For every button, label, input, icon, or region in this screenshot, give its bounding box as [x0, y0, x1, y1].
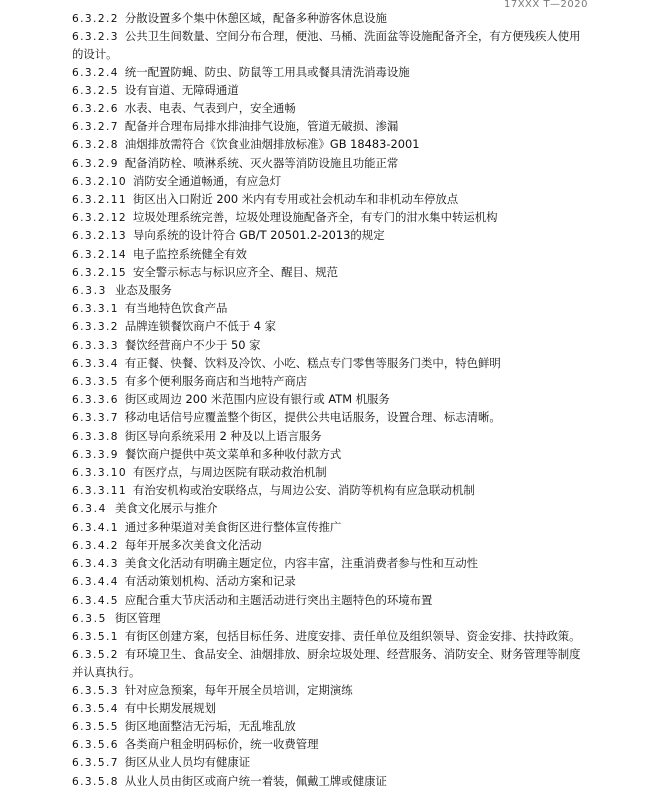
clause-text: 有当地特色饮食产品: [124, 301, 228, 316]
clause-item: [72, 391, 602, 409]
clause-number: 6.3.3.3: [72, 339, 119, 352]
clause-item: [72, 773, 602, 791]
clause-text: 针对应急预案，每年开展全员培训，定期演练: [124, 682, 353, 697]
clause-text: 有多个便利服务商店和当地特产商店: [124, 374, 308, 389]
section-heading: [72, 282, 602, 300]
clause-continuation: 并认真执行。: [72, 665, 141, 680]
clause-number: 6.3.3.9: [72, 448, 119, 461]
clause-text: 垃圾处理系统完善，垃圾处理设施配备齐全，有专门的泔水集中转运机构: [133, 210, 498, 225]
clause-item: [72, 482, 602, 500]
document-body: [72, 10, 602, 791]
clause-item: [72, 446, 602, 464]
clause-item: [72, 519, 602, 537]
clause-number: 6.3.5.6: [72, 739, 119, 752]
clause-item: [72, 155, 602, 173]
clause-text: 有街区创建方案，包括目标任务、进度安排、责任单位及组织领导、资金安排、扶持政策。: [124, 628, 581, 643]
clause-text: 油烟排放需符合《饮食业油烟排放标准》GB 18483-2001: [124, 137, 420, 152]
clause-text: 分散设置多个集中休憩区域，配备多种游客休息设施: [124, 11, 387, 25]
clause-number: 6.3.5.4: [72, 702, 119, 715]
clause-text: 消防安全通道畅通，有应急灯: [133, 173, 282, 188]
clause-text: 有活动策划机构、活动方案和记录: [124, 574, 296, 589]
clause-item: [72, 82, 602, 100]
section-heading: [72, 610, 602, 628]
clause-number: 6.3.4: [72, 503, 107, 516]
clause-item: [72, 118, 602, 136]
clause-item: [72, 464, 602, 482]
clause-item: [72, 10, 602, 28]
clause-item: [72, 136, 602, 154]
clause-number: 6.3.2.10: [72, 175, 128, 188]
clause-number: 6.3.2.2: [72, 13, 119, 25]
clause-text: 街区出入口附近 200 米内有专用或社会机动车和非机动车停放点: [133, 192, 459, 207]
clause-text: 美食文化展示与推介: [114, 501, 218, 516]
clause-text: 导向系统的设计符合 GB/T 20501.2-2013的规定: [133, 228, 385, 243]
clause-item: [72, 628, 602, 646]
clause-number: 6.3.5.5: [72, 720, 119, 733]
clause-item: [72, 646, 602, 664]
clause-number: 6.3.4.3: [72, 558, 119, 571]
clause-number: 6.3.4.4: [72, 576, 119, 589]
clause-number: 6.3.2.6: [72, 103, 119, 116]
section-heading: [72, 500, 602, 518]
clause-text: 有治安机构或治安联络点，与周边公安、消防等机构有应急联动机制: [133, 483, 475, 498]
clause-text: 设有盲道、无障碍通道: [124, 82, 239, 97]
page-header: 17XXX T—2020: [503, 0, 588, 10]
clause-text: 有医疗点，与周边医院有联动救治机制: [133, 465, 327, 480]
clause-item: [72, 28, 602, 46]
clause-text: 移动电话信号应覆盖整个街区，提供公共电话服务，设置合理、标志清晰。: [124, 410, 501, 425]
clause-item: [72, 227, 602, 245]
clause-text: 美食文化活动有明确主题定位，内容丰富，注重消费者参与性和互动性: [124, 556, 478, 571]
clause-item: [72, 537, 602, 555]
clause-number: 6.3.4.5: [72, 594, 119, 607]
clause-item: [72, 700, 602, 718]
clause-item: [72, 264, 602, 282]
clause-number: 6.3.3.2: [72, 321, 119, 334]
clause-item: [72, 209, 602, 227]
clause-item: [72, 173, 602, 191]
clause-number: 6.3.2.14: [72, 248, 128, 261]
clause-number: 6.3.2.3: [72, 31, 119, 44]
clause-item: [72, 736, 602, 754]
clause-text: 街区导向系统采用 2 种及以上语言服务: [124, 428, 322, 443]
clause-number: 6.3.2.12: [72, 212, 128, 225]
clause-item: [72, 428, 602, 446]
clause-item: [72, 355, 602, 373]
clause-text: 街区地面整洁无污垢，无乱堆乱放: [124, 718, 296, 733]
clause-continuation: 的设计。: [72, 47, 118, 62]
clause-number: 6.3.3.11: [72, 485, 128, 498]
clause-number: 6.3.5.3: [72, 684, 119, 697]
clause-text: 餐饮商户提供中英文菜单和多种收付款方式: [124, 446, 342, 461]
clause-text: 统一配置防蝇、防虫、防鼠等工用具或餐具清洗消毒设施: [124, 64, 410, 79]
clause-text: 安全警示标志与标识应齐全、醒目、规范: [133, 264, 339, 279]
clause-text: 配备并合理布局排水排油排气设施，管道无破损、渗漏: [124, 119, 399, 134]
clause-number: 6.3.2.4: [72, 66, 119, 79]
clause-text: 有中长期发展规划: [124, 700, 217, 715]
clause-text: 有正餐、快餐、饮料及冷饮、小吃、糕点专门零售等服务门类中，特色鲜明: [124, 355, 501, 370]
clause-text: 电子监控系统健全有效: [133, 246, 247, 261]
clause-number: 6.3.2.9: [72, 157, 119, 170]
clause-text: 街区从业人员均有健康证: [124, 755, 251, 770]
clause-number: 6.3.2.8: [72, 139, 119, 152]
clause-number: 6.3.2.15: [72, 266, 128, 279]
clause-number: 6.3.4.2: [72, 539, 119, 552]
clause-number: 6.3.3.10: [72, 467, 128, 480]
clause-text: 通过多种渠道对美食街区进行整体宣传推广: [124, 519, 342, 534]
clause-text: 配备消防栓、喷淋系统、灭火器等消防设施且功能正常: [124, 155, 399, 170]
clause-number: 6.3.2.5: [72, 84, 119, 97]
clause-number: 6.3.3.7: [72, 412, 119, 425]
clause-number: 6.3.5.7: [72, 757, 119, 770]
clause-text: 各类商户租金明码标价，统一收费管理: [124, 737, 319, 752]
clause-text: 有环境卫生、食品安全、油烟排放、厨余垃圾处理、经营服务、消防安全、财务管理等制度: [124, 647, 581, 662]
clause-text: 业态及服务: [114, 283, 172, 298]
clause-item: [72, 64, 602, 82]
clause-number: 6.3.5.2: [72, 649, 119, 662]
clause-number: 6.3.2.11: [72, 194, 128, 207]
clause-item: [72, 100, 602, 118]
clause-number: 6.3.3.5: [72, 376, 119, 389]
clause-item: [72, 555, 602, 573]
clause-text: 应配合重大节庆活动和主题活动进行突出主题特色的环境布置: [124, 592, 433, 607]
clause-number: 6.3.3.4: [72, 357, 119, 370]
clause-number: 6.3.3.1: [72, 303, 119, 316]
clause-item: [72, 718, 602, 736]
clause-number: 6.3.2.13: [72, 230, 128, 243]
clause-item: [72, 318, 602, 336]
clause-item: [72, 409, 602, 427]
clause-text: 街区管理: [114, 610, 161, 625]
clause-text: 品牌连锁餐饮商户不低于 4 家: [124, 319, 277, 334]
clause-number: 6.3.5.8: [72, 775, 119, 788]
clause-item: [72, 300, 602, 318]
clause-text: 从业人员由街区或商户统一着装，佩戴工牌或健康证: [124, 773, 387, 788]
clause-text: 公共卫生间数量、空间分布合理，便池、马桶、洗面盆等设施配备齐全，有方便残疾人使用: [124, 29, 581, 44]
clause-item: [72, 754, 602, 772]
clause-text: 街区或周边 200 米范围内应设有银行或 ATM 机服务: [124, 392, 390, 407]
clause-item: [72, 191, 602, 209]
clause-number: 6.3.3.8: [72, 430, 119, 443]
clause-number: 6.3.5: [72, 612, 107, 625]
clause-item: [72, 682, 602, 700]
clause-text: 水表、电表、气表到户，安全通畅: [124, 101, 296, 116]
clause-number: 6.3.4.1: [72, 521, 119, 534]
clause-item: [72, 373, 602, 391]
clause-number: 6.3.5.1: [72, 630, 119, 643]
clause-item: [72, 337, 602, 355]
clause-number: 6.3.2.7: [72, 121, 119, 134]
clause-text: 每年开展多次美食文化活动: [124, 537, 262, 552]
clause-number: 6.3.3.6: [72, 394, 119, 407]
clause-number: 6.3.3: [72, 285, 107, 298]
clause-item: [72, 592, 602, 610]
clause-text: 餐饮经营商户不少于 50 家: [124, 337, 261, 352]
clause-item: [72, 573, 602, 591]
clause-item: [72, 246, 602, 264]
